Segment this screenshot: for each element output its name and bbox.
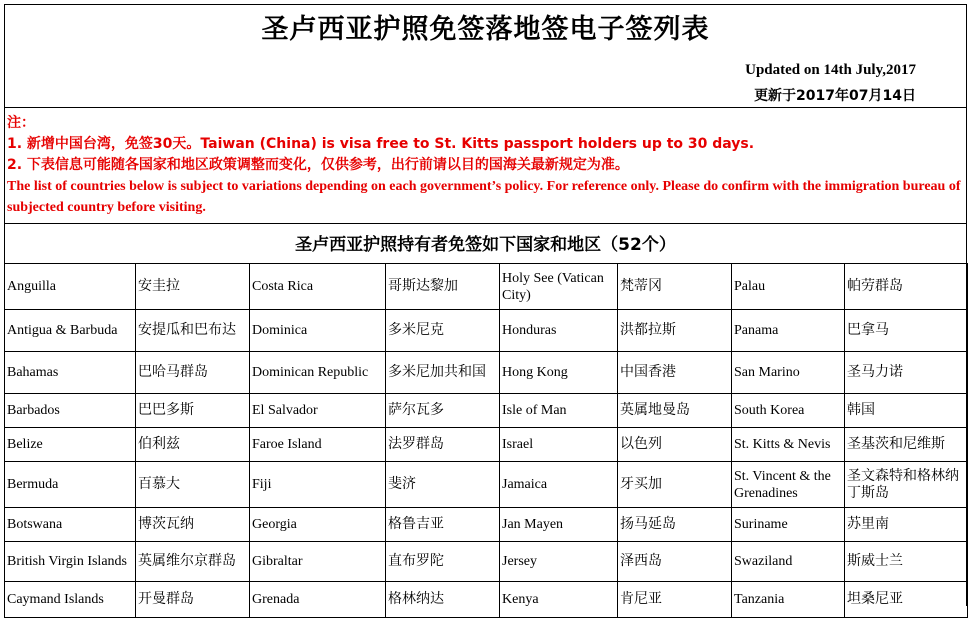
country-name-cn: 圣文森特和格林纳丁斯岛 [845,462,968,508]
note-line-1: 1. 新增中国台湾，免签30天。Taiwan (China) is visa free to St. Kitts passport holders up to 30 days. [7,136,755,152]
country-name-cn: 巴哈马群岛 [136,352,250,394]
country-name-en: Palau [732,264,845,310]
table-row [5,582,968,618]
page-title: 圣卢西亚护照免签落地签电子签列表 [261,14,710,45]
country-name-en: Israel [500,428,618,462]
country-name-cn: 伯利兹 [136,428,250,462]
country-name-en: Kenya [500,582,618,618]
country-name-cn: 直布罗陀 [386,542,500,582]
country-name-cn: 巴巴多斯 [136,394,250,428]
table-row [5,394,968,428]
table-row [5,310,968,352]
country-name-cn: 苏里南 [845,508,968,542]
country-name-en: Botswana [5,508,136,542]
notes-section [7,113,962,218]
table-subtitle: 圣卢西亚护照持有者免签如下国家和地区（52个） [295,235,676,255]
table-row [5,462,968,508]
country-name-cn: 巴拿马 [845,310,968,352]
country-name-cn: 梵蒂冈 [618,264,732,310]
country-name-cn: 萨尔瓦多 [386,394,500,428]
country-name-en: Hong Kong [500,352,618,394]
country-name-cn: 多米尼克 [386,310,500,352]
country-name-cn: 斐济 [386,462,500,508]
visa-sheet [4,4,967,606]
country-name-cn: 安提瓜和巴布达 [136,310,250,352]
country-name-cn: 泽西岛 [618,542,732,582]
country-name-en: Dominican Republic [250,352,386,394]
country-name-en: Swaziland [732,542,845,582]
country-name-en: Faroe Island [250,428,386,462]
country-name-cn: 多米尼加共和国 [386,352,500,394]
table-row [5,508,968,542]
country-name-cn: 牙买加 [618,462,732,508]
country-name-cn: 扬马延岛 [618,508,732,542]
country-name-en: Jersey [500,542,618,582]
country-name-en: Jan Mayen [500,508,618,542]
country-name-cn: 百慕大 [136,462,250,508]
updated-date-cn: 更新于2017年07月14日 [754,88,916,104]
country-name-en: Bahamas [5,352,136,394]
country-name-en: Tanzania [732,582,845,618]
country-name-cn: 中国香港 [618,352,732,394]
country-name-cn: 肯尼亚 [618,582,732,618]
country-name-cn: 安圭拉 [136,264,250,310]
updated-date-en: Updated on 14th July,2017 [745,62,916,78]
country-name-cn: 洪都拉斯 [618,310,732,352]
country-name-en: El Salvador [250,394,386,428]
country-name-cn: 英属地曼岛 [618,394,732,428]
note-line-2: 2. 下表信息可能随各国家和地区政策调整而变化，仅供参考，出行前请以目的国海关最新规定为准。 [7,157,629,173]
country-name-cn: 格林纳达 [386,582,500,618]
country-name-en: Bermuda [5,462,136,508]
country-name-en: Barbados [5,394,136,428]
table-row [5,542,968,582]
country-name-cn: 英属维尔京群岛 [136,542,250,582]
country-name-en: Gibraltar [250,542,386,582]
country-name-en: Dominica [250,310,386,352]
country-name-cn: 格鲁吉亚 [386,508,500,542]
country-name-en: Belize [5,428,136,462]
country-name-cn: 韩国 [845,394,968,428]
country-name-en: Holy See (Vatican City) [500,264,618,310]
country-name-cn: 斯威士兰 [845,542,968,582]
countries-table [4,263,968,618]
country-name-cn: 开曼群岛 [136,582,250,618]
country-name-en: Anguilla [5,264,136,310]
country-name-en: Honduras [500,310,618,352]
country-name-en: San Marino [732,352,845,394]
country-name-en: Jamaica [500,462,618,508]
country-name-cn: 法罗群岛 [386,428,500,462]
country-name-en: Caymand Islands [5,582,136,618]
country-name-en: South Korea [732,394,845,428]
note-line-3: The list of countries below is subject to variations depending on each government’s policy. For reference only. Please do confirm with the immigration bureau of subjected country before visiting. [7,179,961,215]
country-name-en: Isle of Man [500,394,618,428]
country-name-en: Antigua & Barbuda [5,310,136,352]
country-name-cn: 博茨瓦纳 [136,508,250,542]
country-name-en: Georgia [250,508,386,542]
country-name-cn: 哥斯达黎加 [386,264,500,310]
table-row [5,352,968,394]
country-name-cn: 圣基茨和尼维斯 [845,428,968,462]
country-name-cn: 以色列 [618,428,732,462]
country-name-en: Suriname [732,508,845,542]
divider [5,107,966,108]
notes-label: 注： [7,115,35,131]
country-name-en: Costa Rica [250,264,386,310]
country-name-en: Grenada [250,582,386,618]
country-name-cn: 帕劳群岛 [845,264,968,310]
country-name-cn: 圣马力诺 [845,352,968,394]
country-name-cn: 坦桑尼亚 [845,582,968,618]
divider [5,223,966,224]
country-name-en: St. Vincent & the Grenadines [732,462,845,508]
country-name-en: Panama [732,310,845,352]
country-name-en: British Virgin Islands [5,542,136,582]
table-row [5,428,968,462]
table-row [5,264,968,310]
country-name-en: St. Kitts & Nevis [732,428,845,462]
country-name-en: Fiji [250,462,386,508]
